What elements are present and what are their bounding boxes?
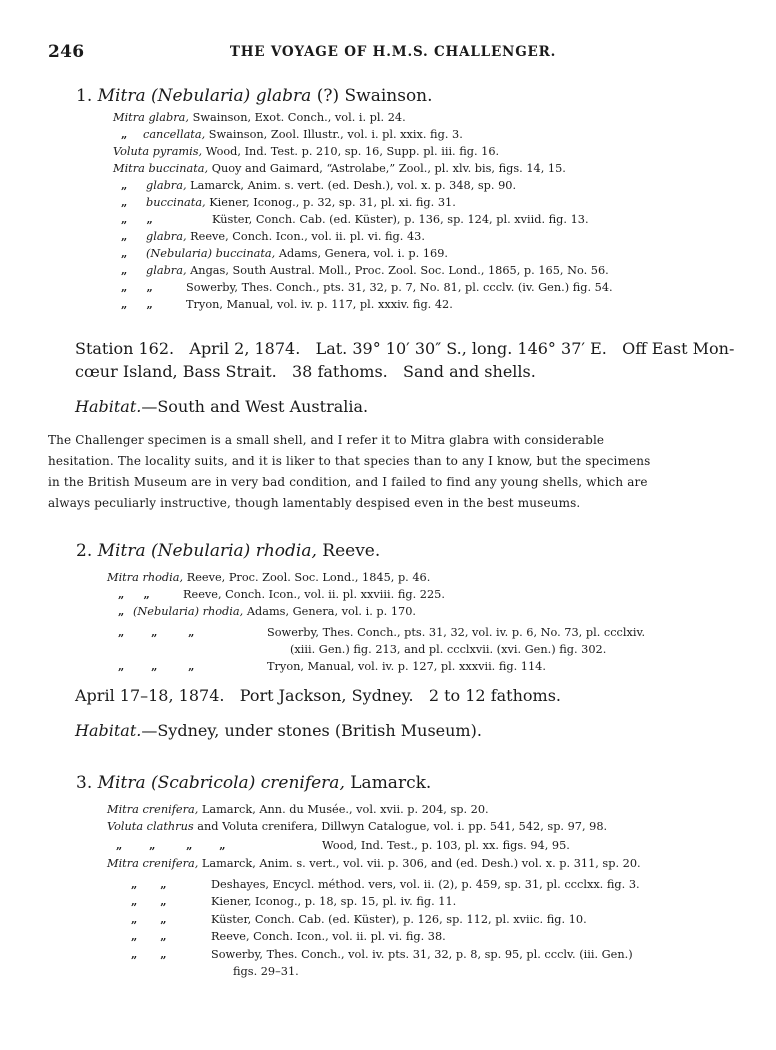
species-2-ref: Tryon, Manual, vol. iv. p. 127, pl. xxxvii. fig. 114. [267, 660, 546, 673]
remark-paragraph-line: The Challenger specimen is a small shell, and I refer it to Mitra glabra with considerable [48, 433, 605, 447]
species-1-ref: buccinata, Kiener, Iconog., p. 32, sp. 31, pl. xi. fig. 31. [146, 196, 456, 209]
ditto-mark: „ [121, 230, 128, 243]
species-3-ref: Sowerby, Thes. Conch., vol. iv. pts. 31, 32, p. 8, sp. 95, pl. ccclv. (iii. Gen.) [211, 948, 633, 961]
species-1-ref: glabra, Lamarck, Anim. s. vert. (ed. Desh.), vol. x. p. 348, sp. 90. [146, 179, 517, 192]
species-3-ref: figs. 29–31. [233, 965, 299, 978]
ditto-mark: „ „ [121, 281, 153, 294]
species-2-ref: Reeve, Conch. Icon., vol. ii. pl. xxviii. fig. 225. [183, 588, 445, 601]
species-1-ref: Mitra buccinata, Quoy and Gaimard, “Astrolabe,” Zool., pl. xlv. bis, figs. 14, 15. [113, 162, 566, 175]
ditto-mark: „ [121, 179, 128, 192]
species-3-ref: Mitra crenifera, Lamarck, Anim. s. vert., vol. vii. p. 306, and (ed. Desh.) vol. x. p. 311, sp. 20. [107, 857, 641, 870]
remark-paragraph-line: hesitation. The locality suits, and it is liker to that species than to any I know, but the specimens [48, 454, 651, 468]
species-1-ref: glabra, Angas, South Austral. Moll., Proc. Zool. Soc. Lond., 1865, p. 165, No. 56. [146, 264, 609, 277]
species-1-ref: Tryon, Manual, vol. iv. p. 117, pl. xxxiv. fig. 42. [186, 298, 453, 311]
species-1-ref: Mitra glabra, Swainson, Exot. Conch., vol. i. pl. 24. [113, 111, 406, 124]
remark-paragraph-line: always peculiarly instructive, though lamentably despised even in the best museums. [48, 496, 581, 510]
species-3-heading: 3. Mitra (Scabricola) crenifera, Lamarck. [76, 773, 432, 793]
remark-paragraph-line: in the British Museum are in very bad condition, and I failed to find any young shells, which are [48, 475, 648, 489]
habitat-line: Habitat.—South and West Australia. [75, 397, 369, 416]
species-1-ref: Sowerby, Thes. Conch., pts. 31, 32, p. 7, No. 81, pl. ccclv. (iv. Gen.) fig. 54. [186, 281, 613, 294]
ditto-mark: „ „ „ [118, 626, 195, 639]
species-2-ref: Sowerby, Thes. Conch., pts. 31, 32, vol. iv. p. 6, No. 73, pl. ccclxiv. [267, 626, 646, 639]
species-3-ref: Kiener, Iconog., p. 18, sp. 15, pl. iv. fig. 11. [211, 895, 457, 908]
ditto-mark: „ „ [131, 878, 167, 891]
species-1-ref: (Nebularia) buccinata, Adams, Genera, vol. i. p. 169. [146, 247, 448, 260]
station-line: April 17–18, 1874. Port Jackson, Sydney. 2 to 12 fathoms. [75, 686, 561, 705]
species-3-ref: Deshayes, Encycl. méthod. vers, vol. ii. (2), p. 459, sp. 31, pl. ccclxx. fig. 3. [211, 878, 640, 891]
ditto-mark: „ „ [131, 913, 167, 926]
ditto-mark: „ „ „ [118, 660, 195, 673]
species-2-heading: 2. Mitra (Nebularia) rhodia, Reeve. [76, 541, 381, 561]
station-line: cœur Island, Bass Strait. 38 fathoms. Sand and shells. [75, 362, 536, 381]
species-2-ref: Mitra rhodia, Reeve, Proc. Zool. Soc. Lond., 1845, p. 46. [107, 571, 431, 584]
habitat-line: Habitat.—Sydney, under stones (British Museum). [75, 721, 482, 740]
species-1-heading: 1. Mitra (Nebularia) glabra (?) Swainson. [76, 86, 433, 106]
ditto-mark: „ „ [118, 588, 150, 601]
ditto-mark: „ [118, 605, 125, 618]
species-3-ref: Mitra crenifera, Lamarck, Ann. du Musée., vol. xvii. p. 204, sp. 20. [107, 803, 489, 816]
running-title: THE VOYAGE OF H.M.S. CHALLENGER. [229, 44, 557, 60]
ditto-mark: „ [121, 264, 128, 277]
ditto-mark: „ „ [131, 895, 167, 908]
species-1-ref: glabra, Reeve, Conch. Icon., vol. ii. pl. vi. fig. 43. [146, 230, 425, 243]
ditto-mark: „ „ [131, 930, 167, 943]
station-line: Station 162. April 2, 1874. Lat. 39° 10′ 30″ S., long. 146° 37′ E. Off East Mon- [75, 339, 735, 358]
ditto-mark: „ [121, 196, 128, 209]
page-number: 246 [48, 42, 85, 62]
ditto-mark: „ [121, 128, 128, 141]
page-header [48, 42, 738, 64]
ditto-mark: „ „ [121, 213, 153, 226]
species-3-ref: Wood, Ind. Test., p. 103, pl. xx. figs. 94, 95. [322, 839, 570, 852]
species-2-ref: (xiii. Gen.) fig. 213, and pl. ccclxvii. (xvi. Gen.) fig. 302. [290, 643, 607, 656]
species-3-ref: Küster, Conch. Cab. (ed. Küster), p. 126, sp. 112, pl. xviic. fig. 10. [211, 913, 587, 926]
ditto-mark: „ [121, 247, 128, 260]
ditto-mark: „ „ [121, 298, 153, 311]
species-1-ref: Voluta pyramis, Wood, Ind. Test. p. 210, sp. 16, Supp. pl. iii. fig. 16. [113, 145, 500, 158]
species-1-ref: Küster, Conch. Cab. (ed. Küster), p. 136, sp. 124, pl. xviid. fig. 13. [212, 213, 589, 226]
species-1-ref: cancellata, Swainson, Zool. Illustr., vol. i. pl. xxix. fig. 3. [143, 128, 463, 141]
species-3-ref: Voluta clathrus and Voluta crenifera, Dillwyn Catalogue, vol. i. pp. 541, 542, sp. 97, 98. [107, 820, 608, 833]
ditto-mark: „ „ [131, 948, 167, 961]
species-3-ref: Reeve, Conch. Icon., vol. ii. pl. vi. fig. 38. [211, 930, 446, 943]
ditto-mark: „ „ „ „ [116, 839, 226, 852]
species-2-ref: (Nebularia) rhodia, Adams, Genera, vol. i. p. 170. [133, 605, 416, 618]
